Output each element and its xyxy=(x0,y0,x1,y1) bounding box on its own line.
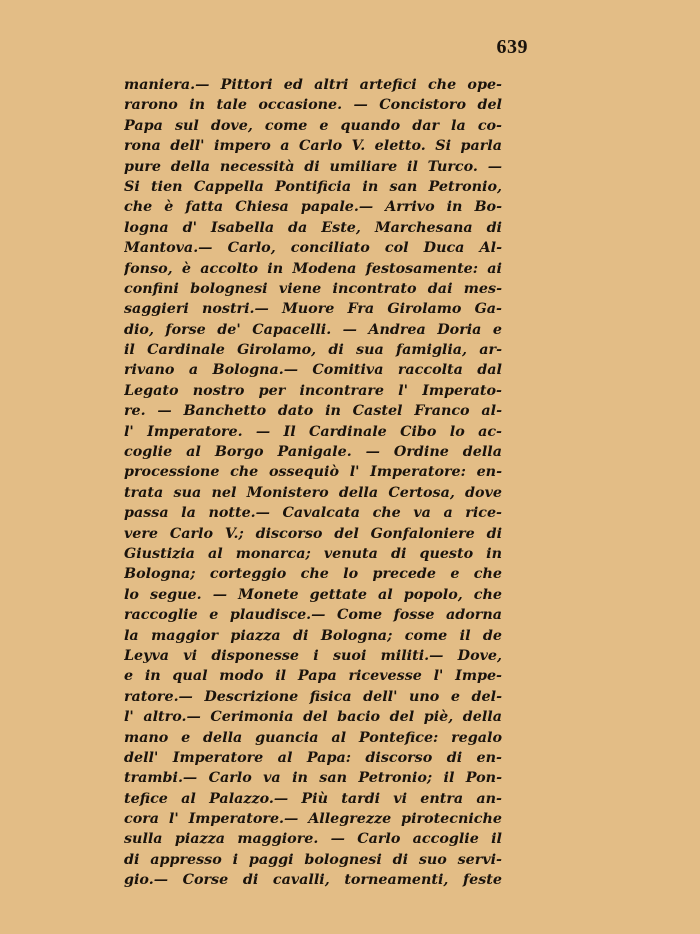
text-line: tefice al Palazzo.— Più tardi vi entra an- xyxy=(124,790,502,807)
text-line: Giustizia al monarca; venuta di questo in xyxy=(124,545,502,562)
text-line: vere Carlo V.; discorso del Gonfaloniere di xyxy=(124,525,502,542)
text-line: l' altro.— Cerimonia del bacio del piè, della xyxy=(124,709,502,726)
text-line: Si tien Cappella Pontificia in san Petronio, xyxy=(124,178,502,195)
text-line: Leyva vi disponesse i suoi militi.— Dove, xyxy=(124,647,502,664)
text-line: Legato nostro per incontrare l' Imperato- xyxy=(124,382,502,399)
text-line: il Cardinale Girolamo, di sua famiglia, ar- xyxy=(124,342,502,359)
text-line: e in qual modo il Papa ricevesse l' Impe- xyxy=(124,668,502,685)
text-line: ratore.— Descrizione fisica dell' uno e del- xyxy=(124,688,502,705)
text-line: logna d' Isabella da Este, Marchesana di xyxy=(124,219,502,236)
text-line: la maggior piazza di Bologna; come il de xyxy=(124,627,502,644)
text-line: fonso, è accolto in Modena festosamente: ai xyxy=(124,260,502,277)
text-line: saggieri nostri.— Muore Fra Girolamo Ga- xyxy=(124,301,502,318)
text-line: confini bolognesi viene incontrato dai mes- xyxy=(124,280,502,297)
body-text xyxy=(124,75,502,891)
text-line: Papa sul dove, come e quando dar la co- xyxy=(124,117,502,134)
text-line: re. — Banchetto dato in Castel Franco al- xyxy=(124,403,502,420)
text-line: passa la notte.— Cavalcata che va a rice- xyxy=(124,505,502,522)
text-line: di appresso i paggi bolognesi di suo servi- xyxy=(124,851,502,868)
text-line: raccoglie e plaudisce.— Come fosse adorna xyxy=(124,607,502,624)
text-line: dell' Imperatore al Papa: discorso di en- xyxy=(124,749,502,766)
page-number: 639 xyxy=(496,36,528,58)
text-line: pure della necessità di umiliare il Turco. — xyxy=(124,158,502,175)
text-line: l' Imperatore. — Il Cardinale Cibo lo ac- xyxy=(124,423,502,440)
text-line: gio.— Corse di cavalli, torneamenti, feste xyxy=(124,872,502,889)
text-line: mano e della guancia al Pontefice: regalo xyxy=(124,729,502,746)
text-line: maniera.— Pittori ed altri artefici che ope- xyxy=(124,77,502,93)
text-line: rona dell' impero a Carlo V. eletto. Si parla xyxy=(124,138,502,155)
text-line: trambi.— Carlo va in san Petronio; il Pon- xyxy=(124,770,502,787)
text-line: rivano a Bologna.— Comitiva raccolta dal xyxy=(124,362,502,379)
text-line: cora l' Imperatore.— Allegrezze pirotecniche xyxy=(124,811,502,828)
text-line: rarono in tale occasione. — Concistoro del xyxy=(124,97,502,114)
text-line: che è fatta Chiesa papale.— Arrivo in Bo- xyxy=(124,199,502,216)
text-line: lo segue. — Monete gettate al popolo, che xyxy=(124,586,502,603)
text-line: trata sua nel Monistero della Certosa, dove xyxy=(124,484,502,501)
text-line: Bologna; corteggio che lo precede e che xyxy=(124,566,502,583)
text-line: Mantova.— Carlo, conciliato col Duca Al- xyxy=(124,240,502,257)
text-line: sulla piazza maggiore. — Carlo accoglie il xyxy=(124,831,502,848)
text-line: coglie al Borgo Panigale. — Ordine della xyxy=(124,444,502,461)
text-line: processione che ossequiò l' Imperatore: en- xyxy=(124,464,502,481)
text-line: dio, forse de' Capacelli. — Andrea Doria e xyxy=(124,321,502,338)
